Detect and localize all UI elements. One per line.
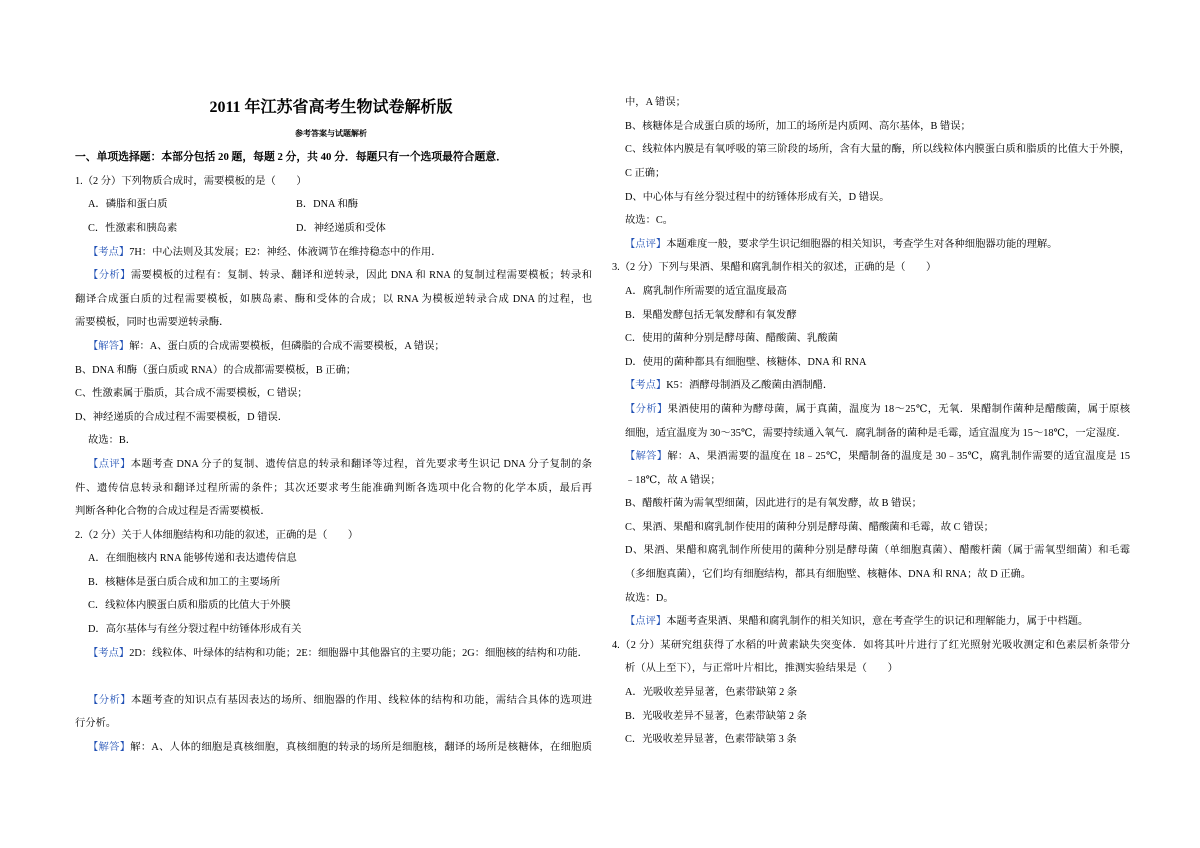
q2-fenxi-label: 【分析】	[88, 694, 131, 706]
q2-option-b: B．核糖体是蛋白质合成和加工的主要场所	[88, 576, 281, 588]
page-subtitle: 参考答案与试题解析	[295, 129, 367, 138]
q3-option-d: D．使用的菌种都具有细胞壁、核糖体、DNA 和 RNA	[625, 356, 867, 368]
q3-jieda-line-4: C、果酒、果醋和腐乳制作使用的菌种分别是酵母菌、醋酸菌和毛霉，故 C 错误；	[625, 521, 994, 533]
q3-dianping	[612, 610, 1130, 634]
q3-option-b: B．果醋发酵包括无氧发酵和有氧发酵	[625, 309, 797, 321]
q2-kaodian	[75, 642, 592, 666]
q2-fenxi-line-1	[75, 689, 592, 713]
q1-dianping-text-1: 本题考查 DNA 分子的复制、遗传信息的转录和翻译等过程，首先要求考生识记 DNA 分子复制的条	[130, 458, 592, 470]
q3-jieda-line-1	[612, 445, 1130, 469]
q2-jieda-line-3: B、核糖体是合成蛋白质的场所，加工的场所是内质网、高尔基体，B 错误；	[625, 120, 971, 132]
q1-dianping-label: 【点评】	[88, 458, 131, 470]
q3-jieda-line-5: D、果酒、果醋和腐乳制作所使用的菌种分别是酵母菌（单细胞真菌）、醋酸杆菌（属于需氧型细菌）和毛霉	[625, 545, 1130, 557]
q1-kaodian	[75, 241, 592, 265]
right-column	[612, 91, 1130, 752]
q1-kaodian-text: 7H：中心法则及其发展；E2：神经、体液调节在维持稳态中的作用．	[129, 246, 442, 258]
q3-option-c: C．使用的菌种分别是酵母菌、醋酸菌、乳酸菌	[625, 333, 838, 345]
q2-fenxi-text-1: 本题考查的知识点有基因表达的场所、细胞器的作用、线粒体的结构和功能，需结合具体的选项进	[130, 694, 592, 706]
q2-jieda-line-2: 中，A 错误；	[625, 97, 686, 109]
q3-jieda-text-1: 解：A、果酒需要的温度在 18﹣25℃，果醋制备的温度是 30﹣35℃，腐乳制作需要的适宜温度是 15	[667, 451, 1130, 463]
q4-option-a: A．光吸收差异显著，色素带缺第 2 条	[625, 687, 798, 699]
q1-jieda-line-1	[75, 335, 592, 359]
section-heading: 一、单项选择题：本部分包括 20 题，每题 2 分，共 40 分．每题只有一个选项最符合题意．	[75, 151, 507, 164]
q3-kaodian	[612, 374, 1130, 398]
q1-fenxi-line-1	[75, 264, 592, 288]
q1-jieda-line-3: C、性激素属于脂质，其合成不需要模板，C 错误；	[75, 388, 308, 400]
q1-fenxi-line-3: 需要模板，同时也需要逆转录酶．	[75, 317, 230, 329]
q2-jieda-label: 【解答】	[88, 742, 131, 754]
q2-stem: 2.（2 分）关于人体细胞结构和功能的叙述，正确的是（ ）	[75, 529, 359, 541]
q1-fenxi-label: 【分析】	[88, 270, 131, 282]
q2-jieda-line-1	[75, 736, 592, 760]
q3-answer: 故选：D。	[625, 592, 674, 604]
q3-dianping-text: 本题考查果酒、果醋和腐乳制作的相关知识，意在考查学生的识记和理解能力，属于中档题。	[666, 616, 1089, 628]
page-title: 2011 年江苏省高考生物试卷解析版	[209, 99, 453, 116]
q1-dianping-line-2: 件、遗传信息转录和翻译过程所需的条件；其次还要求考生能准确判断各选项中化合物的化学本质，最后再	[75, 482, 592, 494]
q1-jieda-label: 【解答】	[88, 340, 130, 352]
q4-stem-line-2: 析（从上至下），与正常叶片相比，推测实验结果是（ ）	[625, 663, 898, 675]
q2-jieda-text-1: 解：A、人体的细胞是真核细胞，真核细胞的转录的场所是细胞核，翻译的场所是核糖体，在细胞质	[130, 742, 592, 754]
q4-stem-line-1: 4.（2 分）某研究组获得了水稻的叶黄素缺失突变体．如将其叶片进行了红光照射光吸收测定和色素层析条带分	[612, 639, 1130, 651]
q2-option-a: A．在细胞核内 RNA 能够传递和表达遗传信息	[88, 553, 297, 565]
q3-option-a: A．腐乳制作所需要的适宜温度最高	[625, 285, 787, 297]
q2-kaodian-label: 【考点】	[88, 647, 130, 659]
q1-jieda-line-4: D、神经递质的合成过程不需要模板，D 错误．	[75, 411, 289, 423]
q1-options-row-2	[75, 217, 592, 241]
q2-jieda-line-5: C 正确；	[625, 167, 666, 179]
q3-jieda-line-6: （多细胞真菌），它们均有细胞结构，都具有细胞壁、核糖体、DNA 和 RNA；故 D 正确。	[625, 569, 1032, 581]
q3-kaodian-text: K5：酒酵母制酒及乙酸菌由酒制醋．	[666, 380, 834, 392]
q2-fenxi-line-2: 行分析。	[75, 718, 117, 730]
q3-fenxi-label: 【分析】	[625, 403, 668, 415]
q1-options-row-1	[75, 193, 592, 217]
blank-line	[75, 665, 592, 689]
q1-dianping-line-3: 判断各种化合物的合成过程是否需要模板．	[75, 506, 271, 518]
q3-jieda-line-2: ﹣18℃，故 A 错误；	[625, 474, 721, 486]
q2-dianping-text: 本题难度一般，要求学生识记细胞器的相关知识，考查学生对各种细胞器功能的理解。	[666, 238, 1058, 250]
q1-dianping-line-1	[75, 453, 592, 477]
q3-kaodian-label: 【考点】	[625, 380, 667, 392]
q2-dianping	[612, 233, 1130, 257]
q1-option-b: B．DNA 和酶	[296, 199, 359, 211]
q1-answer: 故选：B．	[88, 435, 137, 447]
q1-fenxi-text-1: 需要模板的过程有：复制、转录、翻译和逆转录，因此 DNA 和 RNA 的复制过程需要模板；转录和	[130, 270, 592, 282]
q3-fenxi-text-1: 果酒使用的菌种为酵母菌，属于真菌，温度为 18～25℃，无氧．果醋制作菌种是醋酸菌，属于原核	[667, 403, 1130, 415]
q1-stem: 1.（2 分）下列物质合成时，需要模板的是（ ）	[75, 175, 307, 187]
q2-jieda-line-6: D、中心体与有丝分裂过程中的纺锤体形成有关，D 错误。	[625, 191, 890, 203]
q3-jieda-label: 【解答】	[625, 451, 668, 463]
q1-option-a: A．磷脂和蛋白质	[88, 199, 168, 211]
q3-fenxi-line-1	[612, 398, 1130, 422]
q1-jieda-line-2: B、DNA 和酶（蛋白质或 RNA）的合成都需要模板，B 正确；	[75, 364, 357, 376]
q1-kaodian-label: 【考点】	[88, 246, 130, 258]
q2-jieda-line-4: C、线粒体内膜是有氧呼吸的第三阶段的场所，含有大量的酶，所以线粒体内膜蛋白质和脂质的比值大于外膜，	[625, 144, 1130, 156]
q2-option-d: D．高尔基体与有丝分裂过程中纺锤体形成有关	[88, 624, 302, 636]
q3-fenxi-line-2: 细胞，适宜温度为 30～35℃，需要持续通入氧气．腐乳制备的菌种是毛霉，适宜温度为 15～18℃，一定湿度．	[625, 427, 1127, 439]
q2-answer: 故选：C。	[625, 215, 674, 227]
q1-option-c: C．性激素和胰岛素	[88, 222, 178, 234]
q3-jieda-line-3: B、醋酸杆菌为需氧型细菌，因此进行的是有氧发酵，故 B 错误；	[625, 498, 922, 510]
q2-option-c: C．线粒体内膜蛋白质和脂质的比值大于外膜	[88, 600, 291, 612]
q3-stem: 3.（2 分）下列与果酒、果醋和腐乳制作相关的叙述，正确的是（ ）	[612, 262, 937, 274]
q2-dianping-label: 【点评】	[625, 238, 667, 250]
q1-jieda-text-1: 解：A、蛋白质的合成需要模板，但磷脂的合成不需要模板，A 错误；	[129, 340, 445, 352]
q1-fenxi-line-2: 翻译合成蛋白质的过程需要模板，如胰岛素、酶和受体的合成；以 RNA 为模板逆转录合成 DNA 的过程，也	[75, 293, 592, 305]
q4-option-b: B．光吸收差异不显著，色素带缺第 2 条	[625, 710, 807, 722]
q1-option-d: D．神经递质和受体	[296, 222, 386, 234]
left-column	[75, 146, 592, 759]
q4-option-c: C．光吸收差异显著，色素带缺第 3 条	[625, 734, 797, 746]
q3-dianping-label: 【点评】	[625, 616, 667, 628]
q2-kaodian-text: 2D：线粒体、叶绿体的结构和功能；2E：细胞器中其他器官的主要功能；2G：细胞核的结构和功能．	[129, 647, 588, 659]
